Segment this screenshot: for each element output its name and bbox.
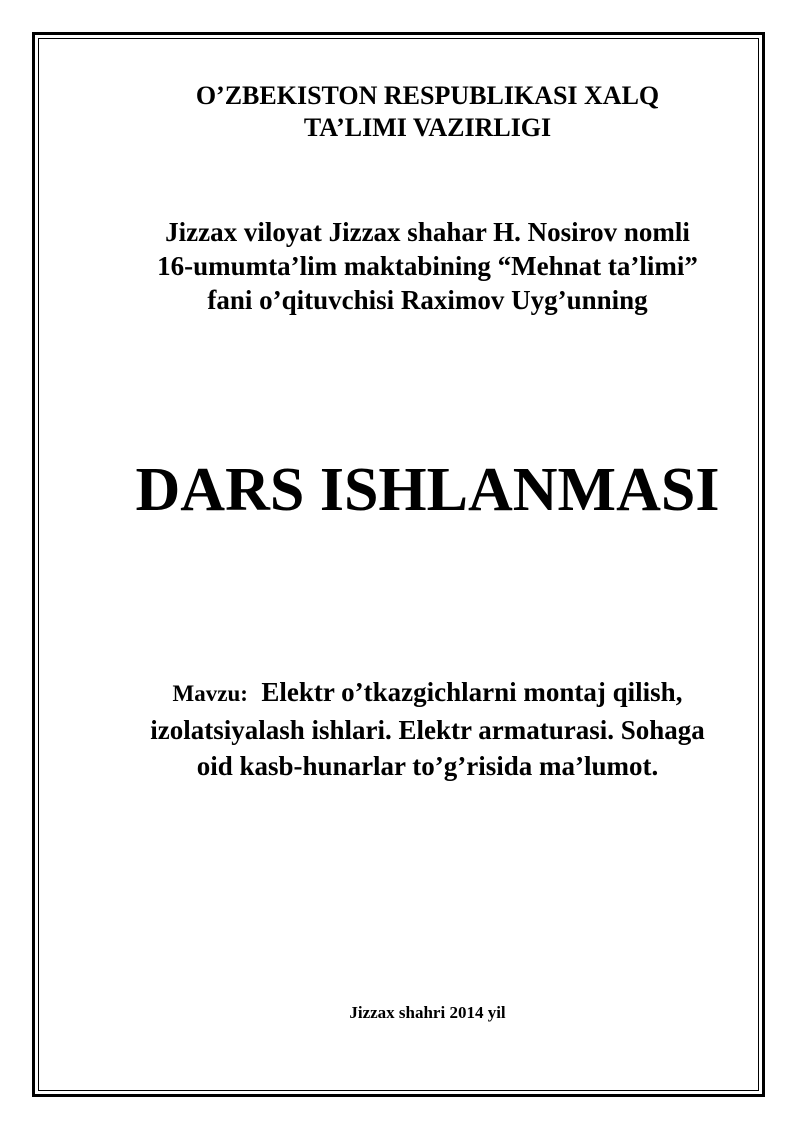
ministry-heading [60, 80, 795, 144]
topic-line-1 [60, 674, 795, 712]
topic-section [60, 674, 795, 784]
topic-line-2: izolatsiyalash ishlari. Elektr armaturasi. Sohaga [150, 715, 705, 745]
ministry-line-2: TA’LIMI VAZIRLIGI [303, 113, 552, 142]
author-line-2: 16-umumta’lim maktabining “Mehnat ta’limi” [157, 251, 698, 281]
footer-place-year [60, 1002, 795, 1024]
page-border [32, 32, 765, 1097]
document-title [60, 452, 795, 528]
topic-label: Mavzu: [172, 681, 248, 706]
author-info [60, 215, 795, 317]
ministry-line-1: O’ZBEKISTON RESPUBLIKASI XALQ [195, 81, 660, 110]
author-line-3: fani o’qituvchisi Raximov Uyg’unning [207, 285, 648, 315]
topic-text-1: Elektr o’tkazgichlarni montaj qilish, [261, 677, 683, 707]
page-border-inner [38, 38, 759, 1091]
author-line-1: Jizzax viloyat Jizzax shahar H. Nosirov nomli [165, 217, 690, 247]
footer-text: Jizzax shahri 2014 yil [349, 1003, 506, 1022]
topic-line-3: oid kasb-hunarlar to’g’risida ma’lumot. [196, 751, 659, 781]
document-title-text: DARS ISHLANMASI [135, 456, 720, 524]
